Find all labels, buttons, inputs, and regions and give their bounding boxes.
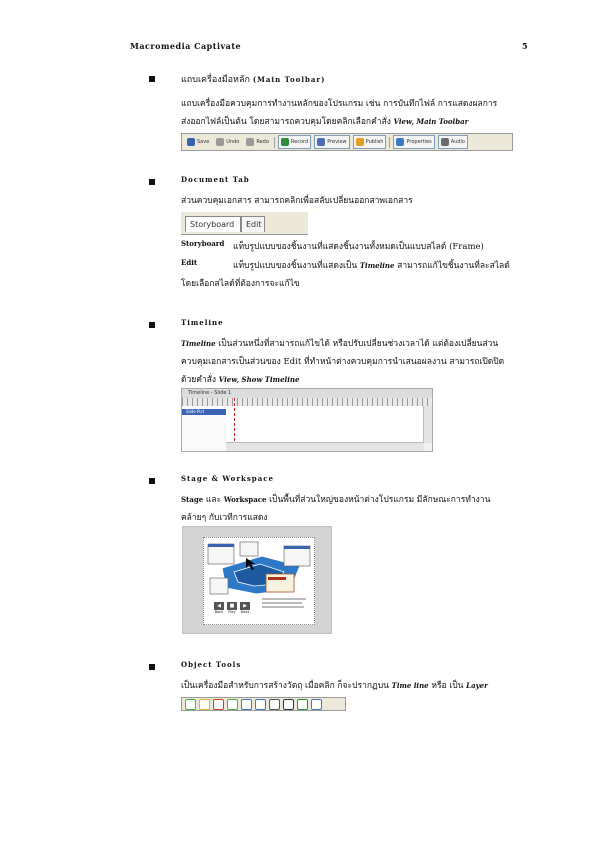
bullet-4 (149, 478, 155, 484)
properties-icon (396, 138, 404, 146)
timeline-desc-2: ควบคุมเอกสารเป็นส่วนของ Edit ที่ทำหน้าต่างควบคุมการนำเสนอผลงาน สามารถเปิดปิด (181, 357, 505, 367)
timeline-desc-3 (181, 372, 299, 386)
heading-en: Object Tools (181, 660, 242, 669)
publish-icon (356, 138, 364, 146)
stage-desc-2: คล้ายๆ กับเวทีการแสดง (181, 513, 268, 523)
bullet-5 (149, 664, 155, 670)
toolbar-button-label: Save (197, 139, 210, 145)
stage-desc-1 (181, 492, 490, 506)
toolbar-button-label: Publish (365, 139, 384, 145)
undo-button[interactable] (214, 136, 241, 148)
heading-thai: แถบเครื่องมือหลัก (181, 75, 250, 85)
button-tool-icon[interactable] (269, 699, 280, 710)
highlight-box-icon[interactable] (199, 699, 210, 710)
toolbar-button-label: Undo (226, 139, 240, 145)
record-icon (281, 138, 289, 146)
timeline-panel (181, 388, 433, 452)
play-control[interactable] (227, 602, 237, 614)
save-button[interactable] (185, 136, 211, 148)
audio-icon (441, 138, 449, 146)
edit-em: Timeline (359, 261, 395, 270)
stage-text1: เป็นพื้นที่ส่วนใหญ่ของหน้าต่างโปรแกรม มีลักษณะการทำงาน (269, 495, 491, 505)
preview-icon (317, 138, 325, 146)
caption-tool-icon[interactable] (185, 699, 196, 710)
click-box-icon[interactable] (255, 699, 266, 710)
properties-button[interactable] (393, 135, 434, 149)
term-storyboard: Storyboard (181, 239, 225, 248)
term-edit: Edit (181, 258, 198, 267)
text-entry-icon[interactable] (297, 699, 308, 710)
main-toolbar-desc-1: แถบเครื่องมือควบคุมการทำงานหลักของโปรแกรม เช่น การบันทึกไฟล์ การแสดงผลการ (181, 99, 498, 109)
timeline-track[interactable] (226, 406, 424, 443)
toolbar-separator (389, 137, 390, 148)
object-tools-desc (181, 678, 488, 692)
next-control[interactable] (240, 602, 250, 614)
edit-text-2: สามารถแก้ไขชิ้นงานที่ละสไลด์ (397, 261, 510, 271)
timeline-em: Timeline (181, 339, 216, 348)
next-icon: ▶ (240, 602, 250, 610)
section-object-tools-heading (181, 660, 241, 670)
section-main-toolbar-heading (181, 72, 325, 86)
storyboard-text: แท็บรูปแบบของชิ้นงานที่แสดงชิ้นงานทั้งหมดเป็นแบบสไลด์ (Frame) (233, 242, 484, 252)
edit-text-1: แท็บรูปแบบของชิ้นงานที่แสดงเป็น (233, 261, 358, 271)
section-document-tab-heading (181, 175, 250, 185)
bullet-2 (149, 179, 155, 185)
main-toolbar (181, 133, 513, 151)
object-em2: Layer (466, 681, 488, 690)
and-word: และ (205, 495, 222, 505)
mouse-tool-icon[interactable] (283, 699, 294, 710)
publish-button[interactable] (353, 135, 387, 149)
toolbar-button-label: Properties (406, 139, 432, 145)
edit-text (233, 258, 510, 272)
section-stage-heading (181, 474, 274, 484)
object-tools-toolbar (181, 697, 346, 711)
toolbar-button-label: Redo (256, 139, 269, 145)
tab-edit[interactable]: Edit (241, 216, 265, 232)
document-tab-desc: ส่วนควบคุมเอกสาร สามารถคลิกเพื่อสลับเปลี่ยนออกสาพเอกสาร (181, 196, 413, 206)
page-number: 5 (522, 41, 529, 51)
heading-en: Stage & Workspace (181, 474, 274, 483)
term-stage: Stage (181, 495, 204, 504)
edit-desc (181, 258, 510, 271)
play-icon: ■ (227, 602, 237, 610)
object-text1: เป็นเครื่องมือสำหรับการสร้างวัตถุ เมื่อคลิก ก็จะปรากฏบน (181, 681, 389, 691)
rollover-image-icon[interactable] (241, 699, 252, 710)
stage-playback-controls (214, 602, 250, 614)
toolbar-button-label: Preview (327, 139, 347, 145)
storyboard-desc (181, 239, 484, 252)
undo-icon (216, 138, 224, 146)
timeline-menu-path: View, Show Timeline (218, 375, 300, 384)
audio-button[interactable] (438, 135, 468, 149)
redo-button[interactable] (244, 136, 271, 148)
next-label: Next (240, 610, 250, 614)
stage-canvas[interactable] (203, 537, 315, 625)
tab-storyboard[interactable]: Storyboard (185, 216, 241, 232)
document-tab-bar (181, 212, 308, 235)
timeline-horizontal-scrollbar[interactable] (226, 442, 424, 451)
timeline-title: Timeline - Slide 1 (182, 389, 432, 398)
redo-icon (246, 138, 254, 146)
timeline-line3-prefix: ด้วยคำสั่ง (181, 375, 217, 385)
timeline-layer[interactable]: Slide Pict (182, 409, 226, 415)
heading-en: (Main Toolbar) (252, 75, 326, 84)
heading-en: Document Tab (181, 175, 250, 184)
section-timeline-heading (181, 318, 224, 328)
main-toolbar-desc-2 (181, 114, 468, 128)
term-workspace: Workspace (223, 495, 267, 504)
object-text2: หรือ เป็น (431, 681, 464, 691)
preview-button[interactable] (314, 135, 349, 149)
record-button[interactable] (278, 135, 311, 149)
toolbar-button-label: Audio (450, 139, 465, 145)
bullet-3 (149, 322, 155, 328)
timeline-line1: เป็นส่วนหนึ่งที่สามารถแก้ไขได้ หรือปรับเปลี่ยนช่วงเวลาได้ แต่ต้องเปลี่ยนส่วน (218, 339, 499, 349)
rollover-caption-icon[interactable] (227, 699, 238, 710)
toolbar-button-label: Record (290, 139, 309, 145)
timeline-layer-list (182, 406, 227, 451)
desc-text: ส่งออกไฟล์เป็นต้น โดยสามารถควบคุมโดยคลิกเลือกคำสั่ง (181, 117, 391, 127)
play-label: Play (228, 610, 236, 614)
save-icon (187, 138, 195, 146)
heading-en: Timeline (181, 318, 224, 327)
back-label: Back (214, 610, 224, 614)
running-header: Macromedia Captivate (130, 41, 242, 51)
stage-workspace (182, 526, 332, 634)
image-tool-icon[interactable] (213, 699, 224, 710)
edit-desc-2: โดยเลือกสไลด์ที่ต้องการจะแก้ไข (181, 279, 300, 289)
toolbar-separator (274, 137, 275, 148)
back-icon: ◀ (214, 602, 224, 610)
bullet-1 (149, 76, 155, 82)
back-control[interactable] (214, 602, 224, 614)
animation-tool-icon[interactable] (311, 699, 322, 710)
object-em: Time line (391, 681, 429, 690)
menu-path: View, Main Toolbar (393, 117, 469, 126)
timeline-desc-1 (181, 336, 498, 350)
timeline-vertical-scrollbar[interactable] (423, 406, 432, 443)
